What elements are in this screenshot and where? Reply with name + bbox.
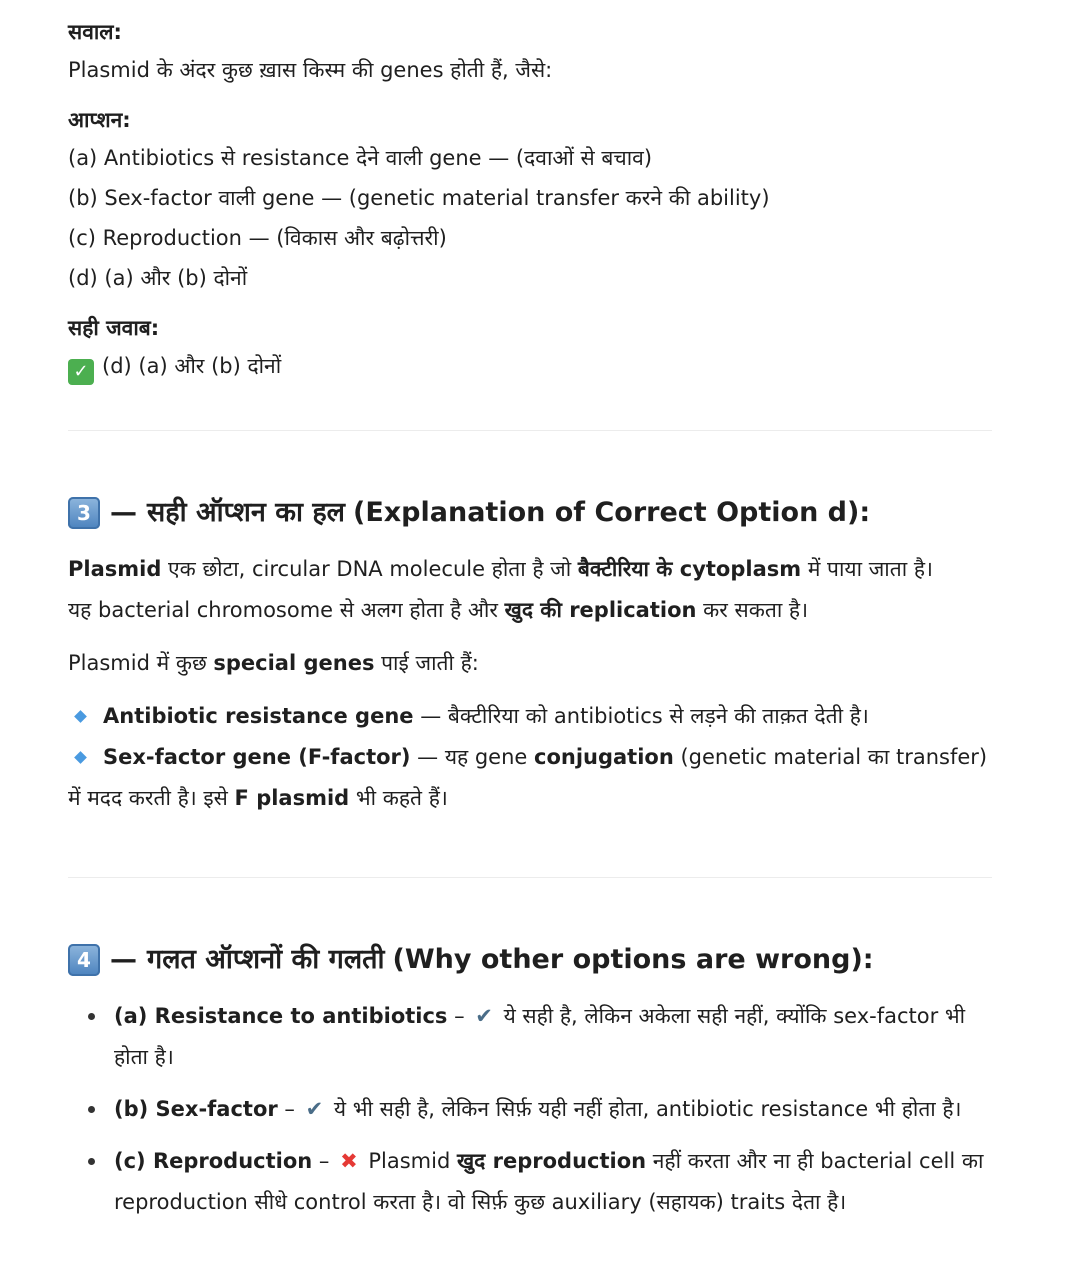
section3-para1-line2: यह bacterial chromosome से अलग होता है और खुद की replication कर सकता है।: [68, 598, 809, 622]
wrong-options-list: [68, 996, 992, 1223]
section3-para1: Plasmid एक छोटा, circular DNA molecule होता है जो बैक्टीरिया के cytoplasm में पाया जाता है।: [68, 557, 933, 581]
question-text: Plasmid के अंदर कुछ ख़ास किस्म की genes होती हैं, जैसे:: [68, 58, 553, 82]
check-mark-icon: ✔: [475, 1004, 493, 1028]
question-label: सवाल:: [68, 20, 122, 44]
section3-title-bold: सही ऑप्शन का हल: [147, 497, 345, 528]
check-mark-icon: ✓: [68, 359, 94, 385]
blue-diamond-icon: [74, 751, 87, 764]
section3-para2: Plasmid में कुछ special genes पाई जाती हैं:: [68, 651, 479, 675]
blue-diamond-icon: [74, 710, 87, 723]
section4-dash: —: [110, 944, 137, 975]
answer-text: (d) (a) और (b) दोनों: [102, 354, 282, 378]
list-item: (a) Resistance to antibiotics – ✔ ये सही है, लेकिन अकेला सही नहीं, क्योंकि sex-factor भी होता है।: [114, 996, 992, 1078]
section4-title-rest: (Why other options are wrong):: [392, 944, 874, 975]
answer-line: [68, 346, 992, 386]
section3-title-rest: (Explanation of Correct Option d):: [352, 497, 871, 528]
option-c: (c) Reproduction — (विकास और बढ़ोत्तरी): [68, 226, 447, 250]
section3-bullet-2: Sex-factor gene (F-factor) — यह gene conjugation (genetic material का transfer) में मदद करती है। इसे F plasmid भी कहते हैं।: [68, 745, 988, 810]
document-content: [68, 14, 992, 1234]
section3-dash: —: [110, 497, 137, 528]
answer-label: सही जवाब:: [68, 316, 160, 340]
keycap-four-icon: 4: [68, 944, 100, 976]
check-mark-icon: ✔: [305, 1097, 324, 1121]
list-item: (b) Sex-factor – ✔ ये भी सही है, लेकिन सिर्फ़ यही नहीं होता, antibiotic resistance भी होता है।: [114, 1089, 992, 1130]
section3-bullet-1: Antibiotic resistance gene — बैक्टीरिया को antibiotics से लड़ने की ताक़त देती है।: [68, 696, 992, 737]
section3-heading: [68, 493, 992, 533]
option-a: (a) Antibiotics से resistance देने वाली gene — (दवाओं से बचाव): [68, 146, 653, 170]
option-b: (b) Sex-factor वाली gene — (genetic material transfer करने की ability): [68, 186, 770, 210]
options-label: आप्शन:: [68, 108, 131, 132]
cross-mark-icon: ✖: [340, 1149, 358, 1173]
option-d: (d) (a) और (b) दोनों: [68, 266, 248, 290]
keycap-three-icon: 3: [68, 497, 100, 529]
section4-title-bold: गलत ऑप्शनों की गलती: [147, 944, 385, 975]
section4-heading: [68, 940, 992, 980]
list-item: (c) Reproduction – ✖ Plasmid खुद reproduction नहीं करता और ना ही bacterial cell का reproduction सीधे control करता है। वो सिर्फ़ कुछ auxiliary (सहायक) traits देता है।: [114, 1141, 992, 1223]
